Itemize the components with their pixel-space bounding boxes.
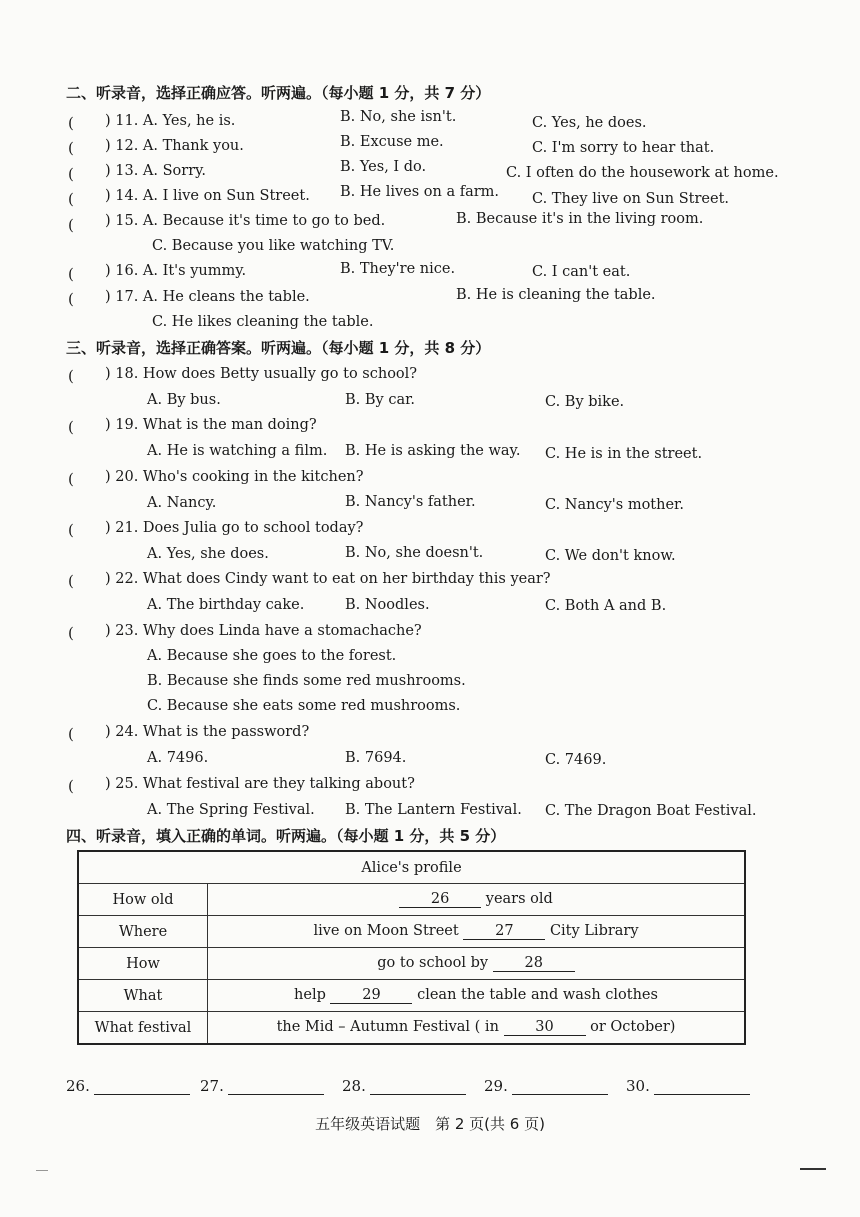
answer-paren[interactable]: ( bbox=[68, 572, 74, 590]
question-19: ) 19. What is the man doing? bbox=[105, 417, 317, 433]
option-b: B. Because it's in the living room. bbox=[456, 211, 704, 227]
answer-line-27[interactable] bbox=[200, 1077, 324, 1095]
row-content bbox=[208, 884, 746, 916]
option-c: C. The Dragon Boat Festival. bbox=[545, 803, 757, 819]
row-post: or October) bbox=[590, 1019, 676, 1035]
option-c: C. I can't eat. bbox=[532, 264, 631, 280]
answer-paren[interactable]: ( bbox=[68, 265, 74, 283]
option-a: A. By bus. bbox=[147, 392, 221, 408]
option-c: C. They live on Sun Street. bbox=[532, 191, 730, 207]
option-b: B. By car. bbox=[345, 392, 416, 408]
fill-blank-29: 29 bbox=[330, 987, 412, 1004]
row-content bbox=[208, 980, 746, 1012]
table-title: Alice's profile bbox=[78, 851, 745, 884]
answer-paren[interactable]: ( bbox=[68, 418, 74, 436]
page-footer: 五年级英语试题 第 2 页(共 6 页) bbox=[315, 1115, 545, 1133]
fill-blank-28: 28 bbox=[493, 955, 575, 972]
fill-blank-30: 30 bbox=[504, 1019, 586, 1036]
answer-paren[interactable]: ( bbox=[68, 139, 74, 157]
question-12: ) 12. A. Thank you. bbox=[105, 138, 244, 154]
question-25: ) 25. What festival are they talking about? bbox=[105, 776, 415, 792]
row-content bbox=[208, 1012, 746, 1045]
answer-number: 29. bbox=[484, 1077, 508, 1095]
option-a: A. 7496. bbox=[147, 750, 209, 766]
answer-paren[interactable]: ( bbox=[68, 725, 74, 743]
option-b: B. Yes, I do. bbox=[340, 159, 427, 175]
answer-blank[interactable] bbox=[512, 1078, 608, 1095]
answer-paren[interactable]: ( bbox=[68, 521, 74, 539]
answer-number: 30. bbox=[626, 1077, 650, 1095]
option-c: C. He likes cleaning the table. bbox=[152, 314, 374, 330]
option-c: C. Both A and B. bbox=[545, 598, 667, 614]
answer-blank[interactable] bbox=[94, 1078, 190, 1095]
option-a: A. Nancy. bbox=[147, 495, 217, 511]
option-b: B. The Lantern Festival. bbox=[345, 802, 522, 818]
fill-blank-26: 26 bbox=[399, 891, 481, 908]
option-b: B. Because she finds some red mushrooms. bbox=[147, 673, 466, 689]
fill-blank-27: 27 bbox=[463, 923, 545, 940]
option-c: C. Because you like watching TV. bbox=[152, 238, 395, 254]
option-b: B. They're nice. bbox=[340, 261, 456, 277]
table-row bbox=[78, 1012, 745, 1045]
option-b: B. He lives on a farm. bbox=[340, 184, 500, 200]
row-label: How bbox=[78, 948, 208, 980]
table-row bbox=[78, 884, 745, 916]
question-16: ) 16. A. It's yummy. bbox=[105, 263, 247, 279]
row-label: Where bbox=[78, 916, 208, 948]
question-13: ) 13. A. Sorry. bbox=[105, 163, 207, 179]
section-3-heading: 三、听录音，选择正确答案。听两遍。（每小题 1 分，共 8 分） bbox=[66, 339, 491, 357]
question-11: ) 11. A. Yes, he is. bbox=[105, 113, 236, 129]
question-22: ) 22. What does Cindy want to eat on her birthday this year? bbox=[105, 571, 551, 587]
question-20: ) 20. Who's cooking in the kitchen? bbox=[105, 469, 364, 485]
row-pre: live on Moon Street bbox=[313, 923, 459, 939]
row-label: How old bbox=[78, 884, 208, 916]
option-c: C. We don't know. bbox=[545, 548, 676, 564]
section-4-heading: 四、听录音，填入正确的单词。听两遍。（每小题 1 分，共 5 分） bbox=[66, 827, 506, 845]
option-b: B. 7694. bbox=[345, 750, 407, 766]
option-c: C. 7469. bbox=[545, 752, 607, 768]
answer-number: 28. bbox=[342, 1077, 366, 1095]
answer-line-26[interactable] bbox=[66, 1077, 190, 1095]
answer-paren[interactable]: ( bbox=[68, 114, 74, 132]
question-23: ) 23. Why does Linda have a stomachache? bbox=[105, 623, 422, 639]
option-a: A. Because she goes to the forest. bbox=[147, 648, 397, 664]
row-pre: go to school by bbox=[377, 955, 489, 971]
answer-number: 27. bbox=[200, 1077, 224, 1095]
row-label: What festival bbox=[78, 1012, 208, 1045]
option-b: B. He is cleaning the table. bbox=[456, 287, 656, 303]
question-14: ) 14. A. I live on Sun Street. bbox=[105, 188, 310, 204]
option-a: A. The birthday cake. bbox=[147, 597, 305, 613]
option-c: C. Nancy's mother. bbox=[545, 497, 684, 513]
option-b: B. He is asking the way. bbox=[345, 443, 521, 459]
row-post: City Library bbox=[549, 923, 639, 939]
answer-paren[interactable]: ( bbox=[68, 367, 74, 385]
row-post: years old bbox=[485, 891, 553, 907]
table-row bbox=[78, 948, 745, 980]
option-a: A. The Spring Festival. bbox=[147, 802, 315, 818]
answer-paren[interactable]: ( bbox=[68, 470, 74, 488]
answer-paren[interactable]: ( bbox=[68, 216, 74, 234]
option-b: B. No, she isn't. bbox=[340, 109, 457, 125]
row-post: clean the table and wash clothes bbox=[417, 987, 658, 1003]
option-b: B. Excuse me. bbox=[340, 134, 444, 150]
option-c: C. Because she eats some red mushrooms. bbox=[147, 698, 461, 714]
row-content bbox=[208, 948, 746, 980]
answer-line-28[interactable] bbox=[342, 1077, 466, 1095]
answer-blank[interactable] bbox=[654, 1078, 750, 1095]
answer-paren[interactable]: ( bbox=[68, 624, 74, 642]
answer-blank[interactable] bbox=[228, 1078, 324, 1095]
answer-line-30[interactable] bbox=[626, 1077, 750, 1095]
table-row bbox=[78, 916, 745, 948]
answer-paren[interactable]: ( bbox=[68, 190, 74, 208]
answer-paren[interactable]: ( bbox=[68, 777, 74, 795]
profile-table bbox=[77, 850, 746, 1045]
option-c: C. I often do the housework at home. bbox=[506, 165, 779, 181]
question-24: ) 24. What is the password? bbox=[105, 724, 310, 740]
option-c: C. He is in the street. bbox=[545, 446, 703, 462]
row-content bbox=[208, 916, 746, 948]
question-18: ) 18. How does Betty usually go to school? bbox=[105, 366, 418, 382]
section-2-heading: 二、听录音，选择正确应答。听两遍。（每小题 1 分，共 7 分） bbox=[66, 84, 491, 102]
answer-paren[interactable]: ( bbox=[68, 165, 74, 183]
question-15: ) 15. A. Because it's time to go to bed. bbox=[105, 213, 386, 229]
row-pre: the Mid – Autumn Festival ( in bbox=[276, 1019, 499, 1035]
option-b: B. No, she doesn't. bbox=[345, 545, 484, 561]
option-c: C. I'm sorry to hear that. bbox=[532, 140, 715, 156]
option-a: A. He is watching a film. bbox=[147, 443, 328, 459]
option-b: B. Nancy's father. bbox=[345, 494, 476, 510]
answer-blank[interactable] bbox=[370, 1078, 466, 1095]
answer-line-29[interactable] bbox=[484, 1077, 608, 1095]
option-a: A. Yes, she does. bbox=[147, 546, 269, 562]
question-21: ) 21. Does Julia go to school today? bbox=[105, 520, 364, 536]
scan-mark bbox=[36, 1170, 48, 1171]
scan-mark bbox=[800, 1168, 826, 1170]
answer-number: 26. bbox=[66, 1077, 90, 1095]
answer-paren[interactable]: ( bbox=[68, 290, 74, 308]
question-17: ) 17. A. He cleans the table. bbox=[105, 289, 310, 305]
row-label: What bbox=[78, 980, 208, 1012]
table-row bbox=[78, 980, 745, 1012]
option-c: C. By bike. bbox=[545, 394, 625, 410]
option-b: B. Noodles. bbox=[345, 597, 430, 613]
option-c: C. Yes, he does. bbox=[532, 115, 647, 131]
row-pre: help bbox=[294, 987, 326, 1003]
